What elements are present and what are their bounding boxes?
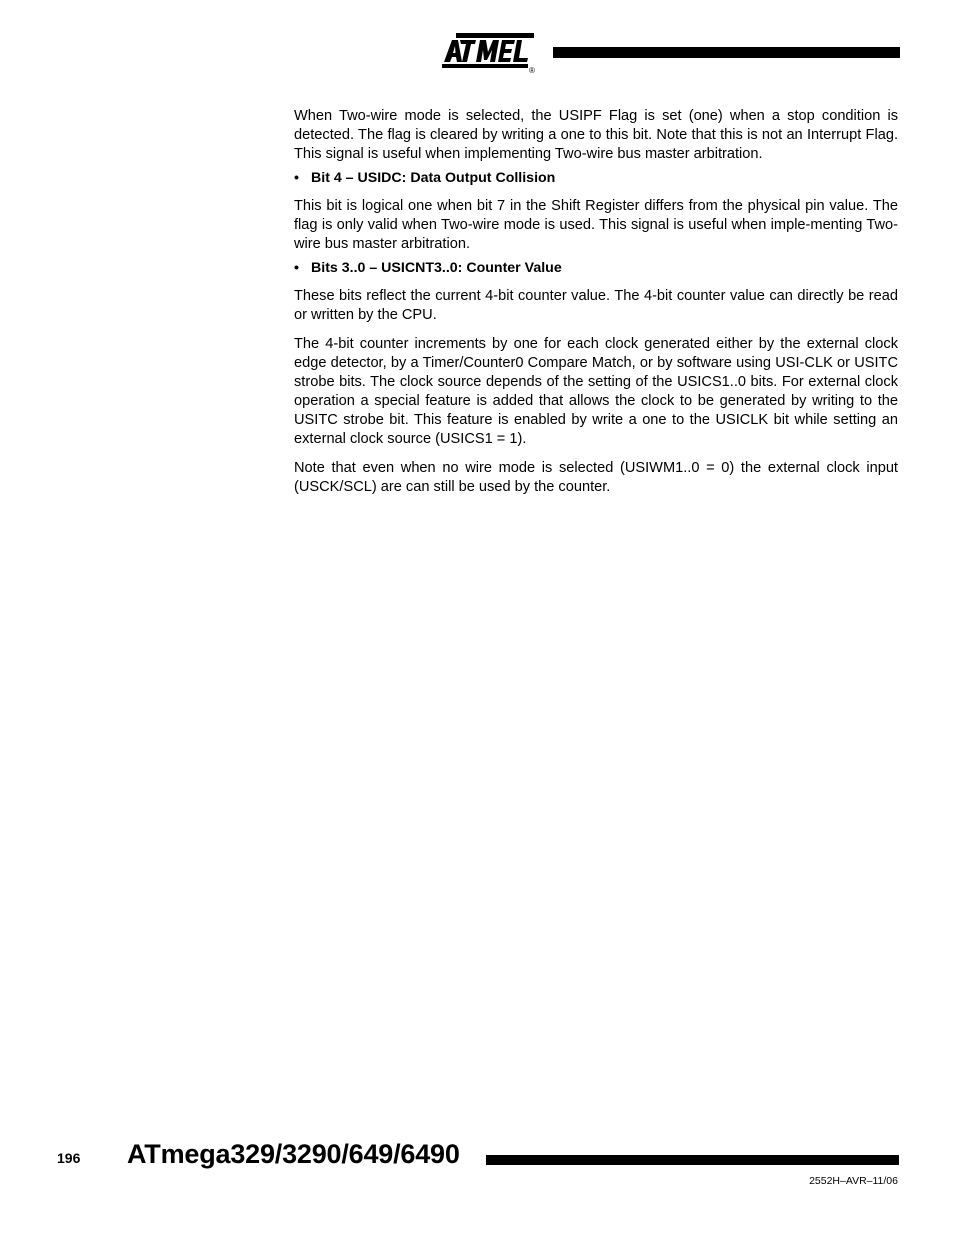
registered-mark: ® (529, 66, 535, 75)
atmel-logo-icon (438, 28, 540, 78)
bullet-bits3-0-label: Bits 3..0 – USICNT3..0: Counter Value (311, 260, 562, 276)
paragraph-counter-value: These bits reflect the current 4-bit counter value. The 4-bit counter value can directly be read or written by the CPU. (294, 288, 898, 323)
bullet-bit4-label: Bit 4 – USIDC: Data Output Collision (311, 170, 556, 186)
bullet-dot: • (294, 260, 299, 276)
atmel-logo (438, 28, 540, 78)
paragraph-counter-increment: The 4-bit counter increments by one for each clock generated either by the external clock edge detector, by a Timer/Counter0 Compare Match, or by software using USI-CLK or USITC strobe bits. The clock source depends of the setting of the USICS1..0 bits. For external clock operation a special feature is added that allows the clock to be generated by writing to the USITC strobe bit. This feature is enabled by write a one to the USICLK bit while setting an external clock source (USICS1 = 1). (294, 336, 898, 447)
paragraph-usipf: When Two-wire mode is selected, the USIPF Flag is set (one) when a stop condition is detected. The flag is cleared by writing a one to this bit. Note that this is not an Interrupt Flag. This signal is useful when implementing Two-wire bus master arbitration. (294, 108, 898, 162)
bullet-bit4 (294, 169, 898, 188)
bullet-bits3-0 (294, 259, 898, 278)
header-rule (553, 47, 900, 58)
page-number: 196 (57, 1150, 81, 1166)
page-content (294, 107, 898, 497)
footer-rule (486, 1155, 899, 1165)
bullet-dot: • (294, 170, 299, 186)
paragraph-no-wire-mode: Note that even when no wire mode is selected (USIWM1..0 = 0) the external clock input (USCK/SCL) are can still be used by the counter. (294, 460, 898, 495)
document-code: 2552H–AVR–11/06 (809, 1175, 898, 1187)
paragraph-usidc: This bit is logical one when bit 7 in the Shift Register differs from the physical pin value. The flag is only valid when Two-wire mode is used. This signal is useful when imple-menting Two-wire bus master arbitration. (294, 198, 898, 252)
footer-title: ATmega329/3290/649/6490 (127, 1139, 460, 1169)
